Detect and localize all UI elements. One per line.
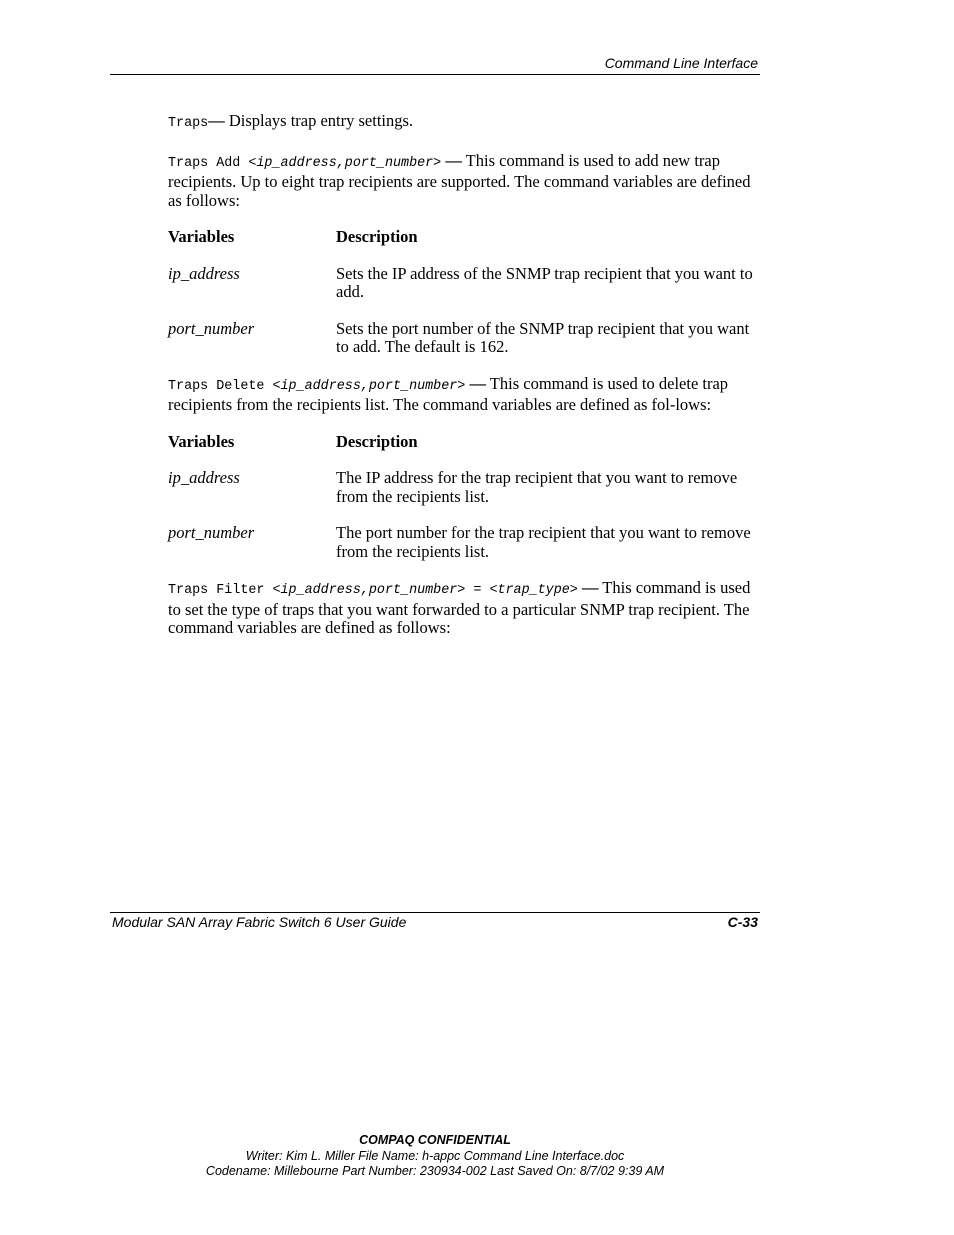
table-description: Sets the port number of the SNMP trap recipient that you want to add. The default is 162. (336, 318, 750, 356)
table-description: The port number for the trap recipient that you want to remove from the recipients list. (336, 523, 751, 561)
traps-filter-paragraph (168, 579, 760, 638)
traps-delete-arguments: <ip_address,port_number> (272, 378, 466, 394)
table-description: Sets the IP address of the SNMP trap recipient that you want to add. (336, 263, 753, 301)
footer-rule (110, 912, 760, 913)
traps-filter-trap-type: <trap_type> (489, 583, 578, 598)
traps-add-description: This command is used to add new trap recipients. Up to eight trap recipients are supported. The command variables are defined as follows: (168, 150, 751, 210)
traps-delete-paragraph (168, 375, 760, 415)
table-variable-port-number: port_number (168, 523, 255, 542)
em-dash: — (208, 111, 225, 130)
traps-command: Traps (168, 116, 209, 131)
traps-delete-description: This command is used to delete trap recipients from the recipients list. The command variables are defined as fol-lows: (168, 373, 729, 414)
em-dash: — (577, 578, 599, 597)
footer-page-number: C-33 (727, 914, 758, 930)
traps-add-command: Traps Add (168, 155, 249, 171)
confidential-title: COMPAQ CONFIDENTIAL (359, 1133, 511, 1147)
table-variable-ip-address: ip_address (168, 468, 240, 487)
table-variable-ip-address: ip_address (168, 263, 240, 283)
page-content (168, 112, 760, 638)
traps-delete-variables-table (168, 433, 760, 580)
table-header-variables: Variables (168, 431, 235, 451)
traps-delete-command: Traps Delete (168, 378, 273, 394)
codename-line: Codename: Millebourne Part Number: 230934-002 Last Saved On: 8/7/02 9:39 AM (205, 1164, 665, 1178)
traps-description: Displays trap entry settings. (224, 111, 414, 130)
traps-filter-command: Traps Filter (168, 583, 273, 598)
traps-paragraph (168, 112, 760, 134)
traps-filter-description: This command is used to set the type of traps that you want forwarded to a particular SNMP trap recipient. The command variables are defined as follows: (168, 578, 751, 637)
traps-add-arguments: <ip_address,port_number> (248, 155, 442, 171)
writer-line: Writer: Kim L. Miller File Name: h-appc Command Line Interface.doc (245, 1148, 625, 1163)
equals-sign: = (465, 583, 490, 598)
traps-add-paragraph (168, 152, 760, 211)
table-variable-port-number: port_number (168, 318, 255, 338)
traps-add-variables-table (168, 228, 760, 375)
table-header-description: Description (336, 431, 418, 451)
table-description: The IP address for the trap recipient that you want to remove from the recipients list. (336, 468, 738, 506)
table-header-description: Description (336, 227, 418, 246)
traps-filter-arguments: <ip_address,port_number> (272, 583, 466, 598)
running-header-title: Command Line Interface (604, 55, 758, 71)
em-dash: — (465, 373, 486, 393)
em-dash: — (441, 150, 462, 170)
confidential-block (0, 1133, 870, 1180)
table-header-variables: Variables (168, 227, 235, 246)
header-rule (110, 74, 760, 75)
footer-guide-title: Modular SAN Array Fabric Switch 6 User Guide (112, 914, 407, 930)
